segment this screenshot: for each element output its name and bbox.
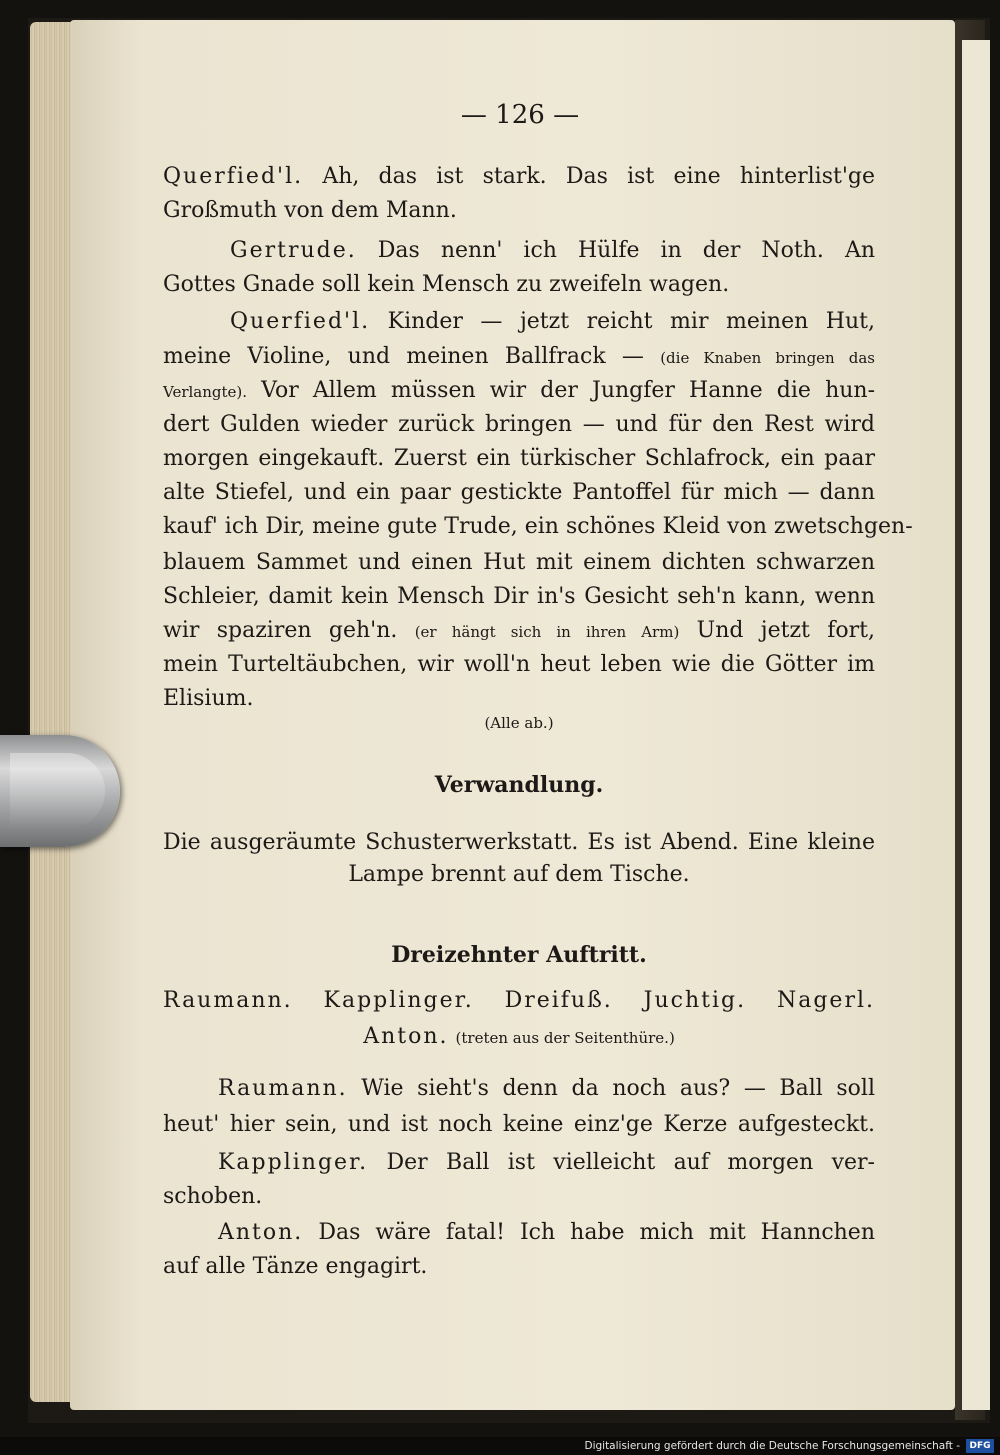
speaker-name: Querfied'l. — [163, 164, 304, 189]
text-line: Großmuth von dem Mann. — [163, 198, 457, 223]
text-line: mein Turteltäubchen, wir woll'n heut leben wie die Götter im — [163, 652, 875, 677]
next-page-sliver — [962, 40, 990, 1410]
line-text: Kinder — jetzt reicht mir meinen Hut, — [387, 309, 875, 334]
text-line: morgen eingekauft. Zuerst ein türkischer Schlafrock, ein paar — [163, 446, 875, 471]
scene-title: Dreizehnter Auftritt. — [391, 942, 647, 968]
stage-setting: Die ausgeräumte Schusterwerkstatt. Es ist Abend. Eine kleine — [163, 830, 875, 855]
text-line — [163, 374, 875, 409]
text-line — [163, 614, 875, 649]
exit-direction: (Alle ab.) — [484, 714, 554, 732]
text-line — [218, 1216, 875, 1250]
speaker-name: Kapplinger. — [218, 1150, 369, 1175]
text-line: schoben. — [163, 1184, 263, 1209]
page-clip — [0, 735, 120, 847]
footer-credit: Digitalisierung gefördert durch die Deutsche Forschungsgemeinschaft - — [584, 1440, 960, 1452]
stage-direction: (er hängt sich in ihren Arm) — [414, 623, 680, 641]
page-number: — 126 — — [460, 100, 580, 130]
speaker-name: Anton. — [363, 1024, 449, 1049]
cast-list — [163, 1020, 875, 1055]
line-text: Das wäre fatal! Ich habe mich mit Hannchen — [318, 1220, 875, 1245]
speaker-name: Raumann. — [218, 1076, 348, 1101]
line-text: Ah, das ist stark. Das ist eine hinterlist'ge — [322, 164, 875, 189]
text-line: kauf' ich Dir, meine gute Trude, ein schönes Kleid von zwetschgen- — [163, 514, 913, 539]
text-line: Gottes Gnade soll kein Mensch zu zweifeln wagen. — [163, 272, 730, 297]
text-line: blauem Sammet und einen Hut mit einem dichten schwarzen — [163, 550, 875, 575]
stage-direction: Verlangte). — [163, 383, 248, 401]
speaker-name: Gertrude. — [230, 238, 357, 263]
text-line: Schleier, damit kein Mensch Dir in's Gesicht seh'n kann, wenn — [163, 584, 875, 609]
text-line: dert Gulden wieder zurück bringen — und für den Rest wird — [163, 412, 875, 437]
text-line — [230, 234, 875, 268]
text-line: Elisium. — [163, 686, 254, 711]
line-text: Und jetzt fort, — [696, 618, 875, 643]
text-line — [163, 340, 875, 375]
line-text: Der Ball ist vielleicht auf morgen ver- — [386, 1150, 875, 1175]
text-line — [230, 305, 875, 339]
text-line — [163, 160, 875, 194]
line-text: Wie sieht's denn da noch aus? — Ball soll — [361, 1076, 875, 1101]
text-line: alte Stiefel, und ein paar gestickte Pantoffel für mich — dann — [163, 480, 875, 505]
cast-list: Raumann. Kapplinger. Dreifuß. Juchtig. Nagerl. — [163, 988, 875, 1013]
speaker-name: Anton. — [218, 1220, 304, 1245]
text-line — [218, 1146, 875, 1180]
text-line: auf alle Tänze engagirt. — [163, 1254, 428, 1279]
line-text: wir spaziren geh'n. — [163, 618, 398, 643]
text-line: heut' hier sein, und ist noch keine einz'ge Kerze aufgesteckt. — [163, 1112, 875, 1137]
line-text: Vor Allem müssen wir der Jungfer Hanne die hun- — [261, 378, 876, 403]
scene-change-heading: Verwandlung. — [434, 772, 604, 798]
stage-setting: Lampe brennt auf dem Tische. — [348, 862, 690, 887]
text-line — [218, 1072, 875, 1106]
dfg-logo: DFG — [966, 1439, 994, 1453]
stage-direction: (die Knaben bringen das — [660, 349, 875, 367]
footer-bar — [0, 1437, 1000, 1455]
speaker-name: Querfied'l. — [230, 309, 371, 334]
line-text: meine Violine, und meinen Ballfrack — — [163, 344, 644, 369]
line-text: Das nenn' ich Hülfe in der Noth. An — [377, 238, 875, 263]
stage-direction: (treten aus der Seitenthüre.) — [455, 1029, 675, 1047]
